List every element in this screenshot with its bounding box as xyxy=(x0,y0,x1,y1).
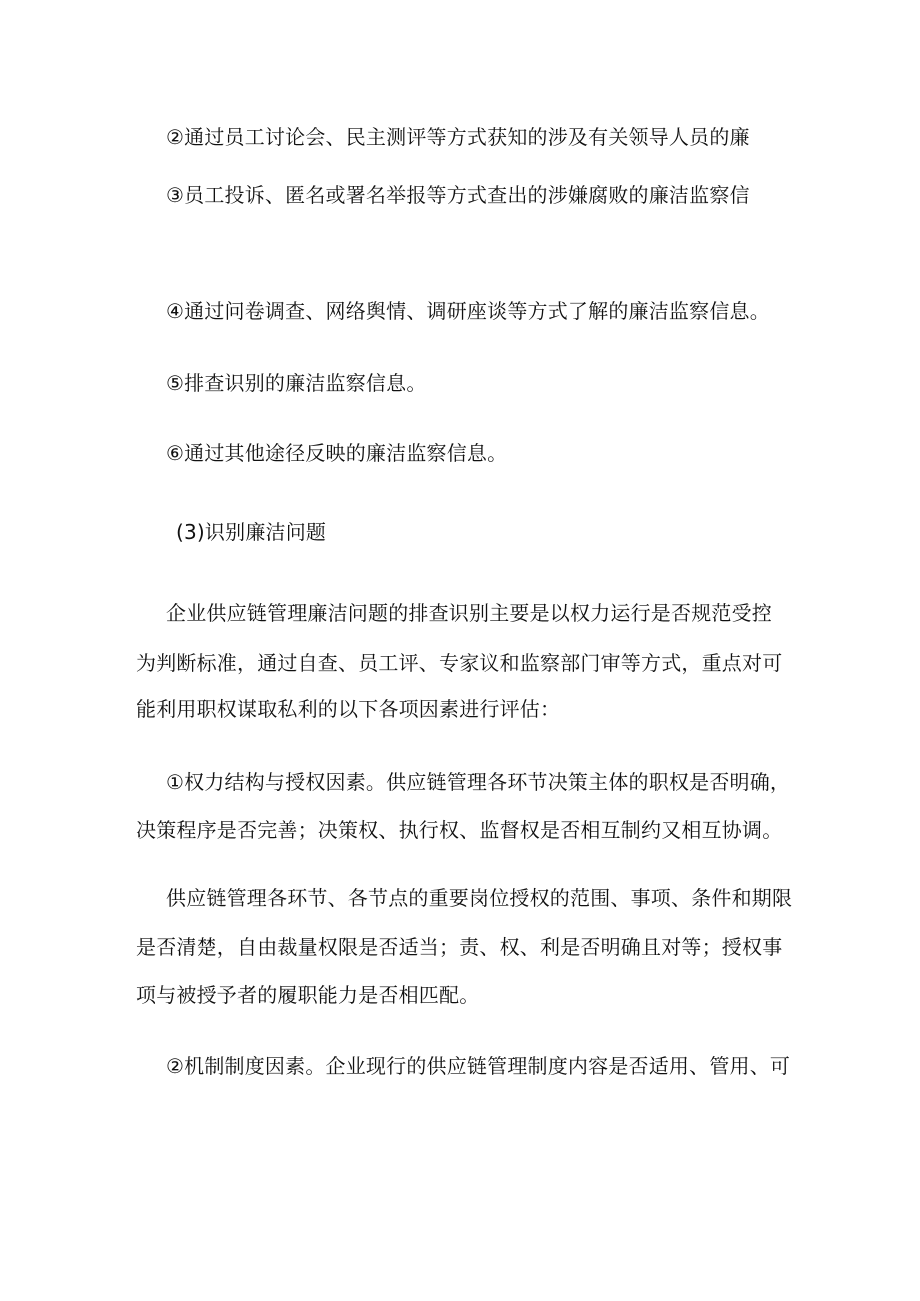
list-item: ③员工投诉、匿名或署名举报等方式查出的涉嫌腐败的廉洁监察信 xyxy=(166,183,750,207)
paragraph-line: 为判断标准，通过自查、员工评、专家议和监察部门审等方式，重点对可 xyxy=(136,651,783,675)
section-heading: (3)识别廉洁问题 xyxy=(176,520,327,544)
list-item: ⑥通过其他途径反映的廉洁监察信息。 xyxy=(166,441,508,465)
list-item: ⑤排查识别的廉洁监察信息。 xyxy=(166,371,427,395)
paragraph-line: 企业供应链管理廉洁问题的排查识别主要是以权力运行是否规范受控 xyxy=(166,601,772,625)
paragraph-line: 是否清楚，自由裁量权限是否适当；责、权、利是否明确且对等；授权事 xyxy=(136,935,783,959)
paragraph-line: 项与被授予者的履职能力是否相匹配。 xyxy=(136,983,480,1007)
paragraph-line: 供应链管理各环节、各节点的重要岗位授权的范围、事项、条件和期限 xyxy=(166,886,793,910)
paragraph-line: 决策程序是否完善；决策权、执行权、监督权是否相互制约又相互协调。 xyxy=(136,818,783,842)
paragraph-line: 能利用职权谋取私利的以下各项因素进行评估： xyxy=(136,697,561,721)
paragraph-line: ①权力结构与授权因素。供应链管理各环节决策主体的职权是否明确， xyxy=(166,770,791,794)
paragraph-line: ②机制制度因素。企业现行的供应链管理制度内容是否适用、管用、可 xyxy=(166,1054,791,1078)
list-item: ②通过员工讨论会、民主测评等方式获知的涉及有关领导人员的廉 xyxy=(166,125,750,149)
list-item: ④通过问卷调查、网络舆情、调研座谈等方式了解的廉洁监察信息。 xyxy=(166,299,770,323)
